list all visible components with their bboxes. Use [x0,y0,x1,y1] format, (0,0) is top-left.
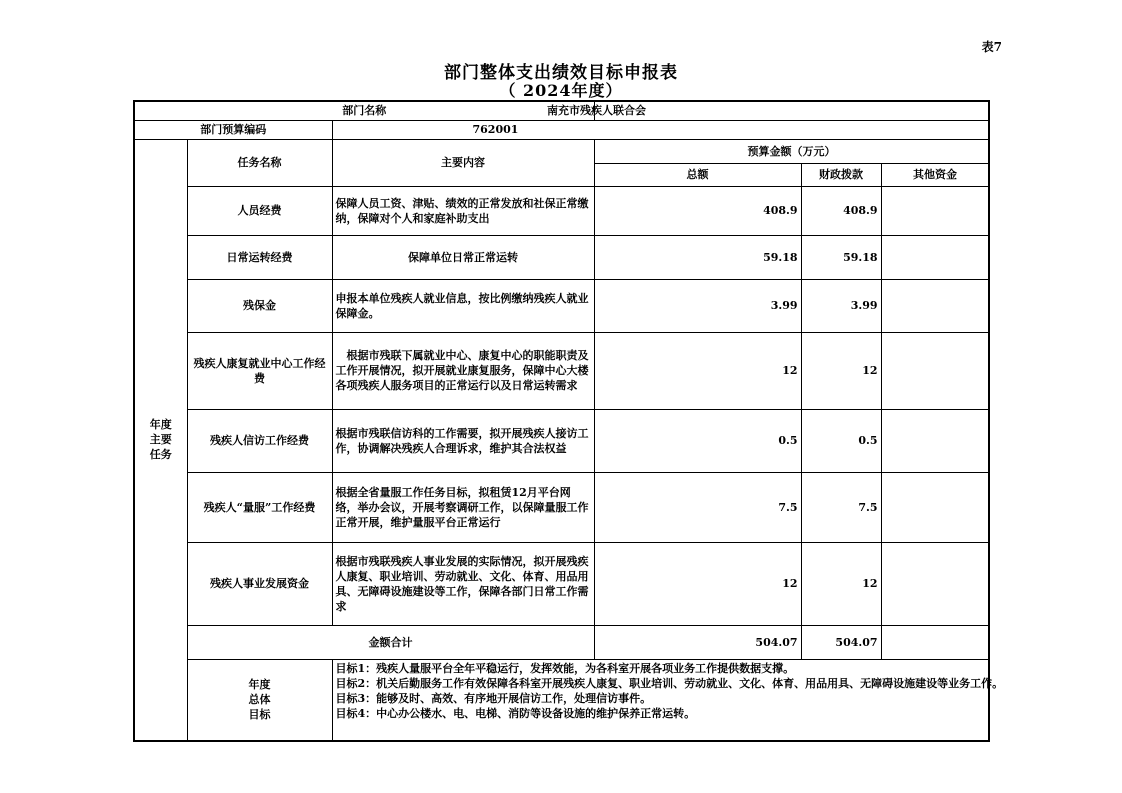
dept-name-label: 部门名称 [134,101,594,120]
task-fiscal: 7.5 [801,472,881,542]
task-name: 残疾人信访工作经费 [187,409,332,472]
table-row [134,332,989,409]
page-title: 部门整体支出绩效目标申报表 [444,63,678,83]
task-total: 59.18 [594,235,801,279]
task-fiscal: 59.18 [801,235,881,279]
task-other [881,235,989,279]
performance-target-table [133,100,1004,742]
task-fiscal: 12 [801,542,881,625]
task-name: 残疾人康复就业中心工作经费 [187,332,332,409]
table-row [134,186,989,235]
task-fiscal: 12 [801,332,881,409]
goal-item: 目标2：机关后勤服务工作有效保障各科室开展残疾人康复、职业培训、劳动就业、文化、体育、用品用具、无障碍设施建设等业务工作。 [335,676,1004,690]
annual-goals-label: 年度 总体 目标 [187,659,332,741]
task-name: 残疾人事业发展资金 [187,542,332,625]
table-row [134,279,989,332]
task-content: 根据市残联残疾人事业发展的实际情况，拟开展残疾人康复、职业培训、劳动就业、文化、体育、用品用具、无障碍设施建设等工作，保障各部门日常工作需求 [332,542,594,625]
task-name: 日常运转经费 [187,235,332,279]
task-fiscal: 408.9 [801,186,881,235]
task-other [881,472,989,542]
task-other [881,279,989,332]
task-content: 保障单位日常正常运转 [332,235,594,279]
task-total: 408.9 [594,186,801,235]
col-fiscal: 财政拨款 [801,163,881,186]
table-row [134,409,989,472]
goal-item: 目标3：能够及时、高效、有序地开展信访工作，处理信访事件。 [335,691,652,705]
task-content: 申报本单位残疾人就业信息，按比例缴纳残疾人就业保障金。 [332,279,594,332]
table-row [134,235,989,279]
table-row [134,472,989,542]
task-fiscal: 3.99 [801,279,881,332]
task-header-row-1 [134,139,989,163]
task-total: 12 [594,332,801,409]
sum-total: 504.07 [594,625,801,659]
task-name: 残保金 [187,279,332,332]
task-name: 残疾人“量服”工作经费 [187,472,332,542]
sum-fiscal: 504.07 [801,625,881,659]
goal-item: 目标1：残疾人量服平台全年平稳运行，发挥效能，为各科室开展各项业务工作提供数据支撑。 [335,661,795,675]
task-total: 7.5 [594,472,801,542]
col-budget-amount: 预算金额（万元） [594,139,989,163]
sum-other [881,625,989,659]
task-total: 12 [594,542,801,625]
task-fiscal: 0.5 [801,409,881,472]
task-total: 0.5 [594,409,801,472]
dept-code-label: 部门预算编码 [134,120,332,139]
annual-goals-content [332,659,1004,741]
task-content: 保障人员工资、津贴、绩效的正常发放和社保正常缴纳，保障对个人和家庭补助支出 [332,186,594,235]
task-other [881,409,989,472]
task-name: 人员经费 [187,186,332,235]
task-other [881,186,989,235]
task-other [881,332,989,409]
col-task-name: 任务名称 [187,139,332,186]
task-content: 根据市残联下属就业中心、康复中心的职能职责及工作开展情况，拟开展就业康复服务，保障中心大楼各项残疾人服务项目的正常运行以及日常运转需求 [332,332,594,409]
table-row [134,542,989,625]
task-total: 3.99 [594,279,801,332]
goal-item: 目标4：中心办公楼水、电、电梯、消防等设备设施的维护保养正常运转。 [335,706,696,720]
table-number: 表7 [981,40,1002,54]
annual-tasks-label: 年度 主要 任务 [134,139,187,741]
sum-row [134,625,989,659]
goals-row [134,659,989,741]
col-total: 总额 [594,163,801,186]
sum-label: 金额合计 [187,625,594,659]
page-subtitle: （ 2024年度） [499,81,623,100]
col-other: 其他资金 [881,163,989,186]
dept-name-row [134,101,989,120]
dept-name-value: 南充市残疾人联合会 [594,101,989,120]
task-other [881,542,989,625]
task-content: 根据市残联信访科的工作需要，拟开展残疾人接访工作，协调解决残疾人合理诉求，维护其合法权益 [332,409,594,472]
dept-code-value: 762001 [332,120,989,139]
dept-code-row [134,120,989,139]
task-content: 根据全省量服工作任务目标，拟租赁12月平台网络，举办会议，开展考察调研工作，以保障量服工作正常开展，维护量服平台正常运行 [332,472,594,542]
col-main-content: 主要内容 [332,139,594,186]
